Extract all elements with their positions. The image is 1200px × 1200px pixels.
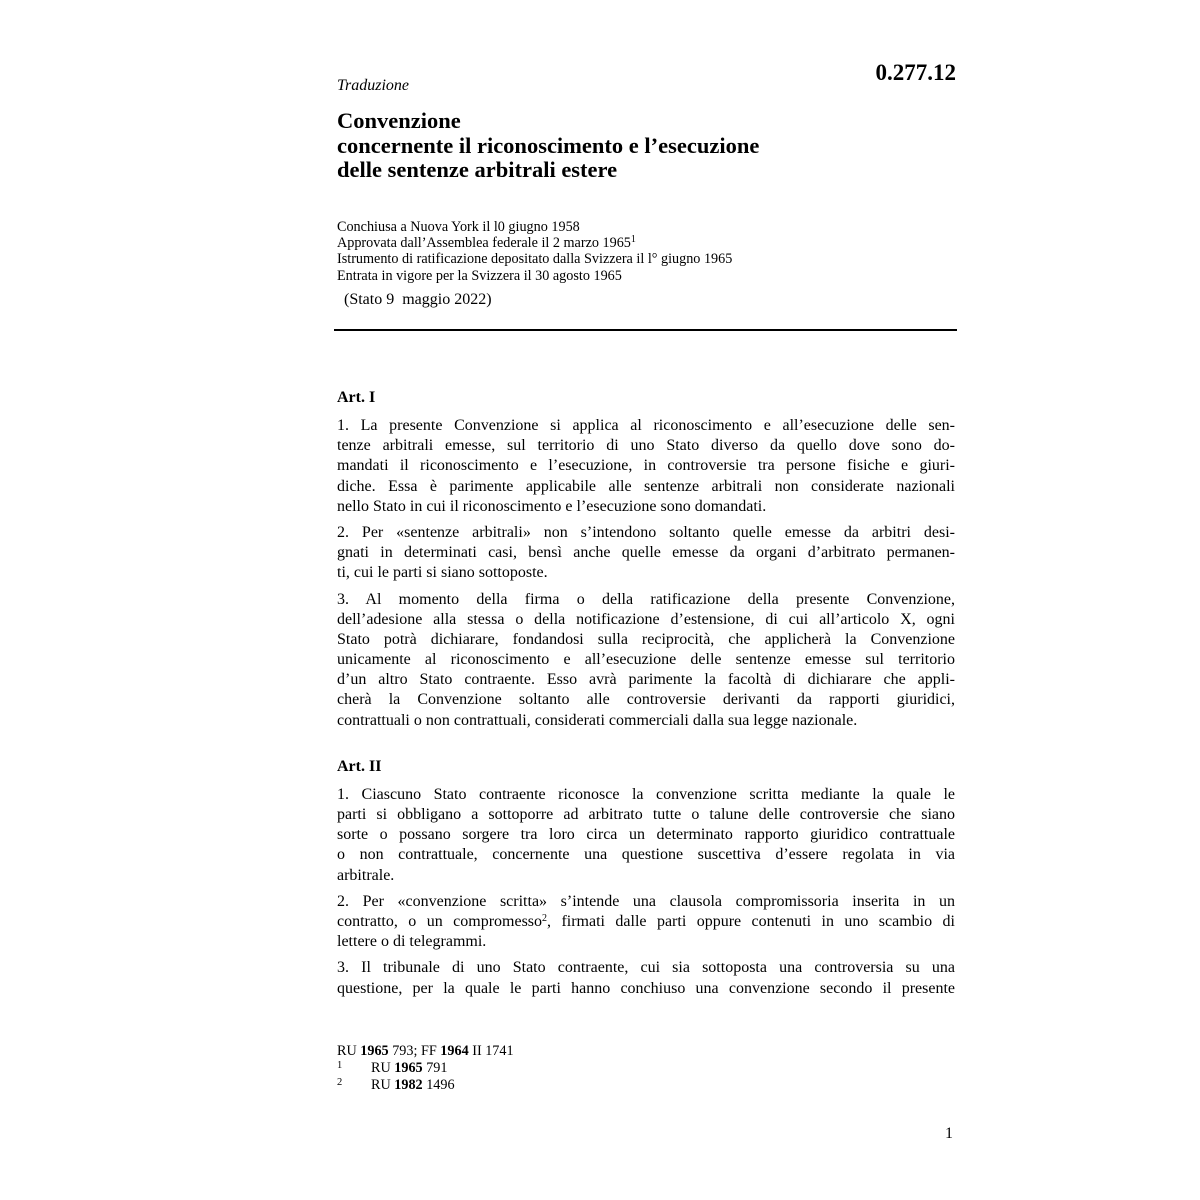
text-line <box>337 912 955 932</box>
approved-line <box>337 235 957 251</box>
text-segment: contratto, o un compromesso <box>337 912 543 930</box>
footnote-ref-1[interactable]: 1 <box>630 234 636 246</box>
text-line: sorte o possano sorgere tra loro circa un determinato rapporto giuridico contrattuale <box>337 826 955 844</box>
footnote-1 <box>337 1060 957 1077</box>
article-paragraph <box>337 892 955 953</box>
text-line: diche. Essa è parimente applicabile alle sentenze arbitrali non considerate nazionali <box>337 477 955 495</box>
text-line: 1. La presente Convenzione si applica al riconoscimento e all’esecuzione delle sen- <box>337 417 955 434</box>
footnote-2 <box>337 1077 957 1094</box>
article-paragraph <box>337 958 955 998</box>
title-line-2: concernente il riconoscimento e l’esecuzione <box>337 132 760 158</box>
document-body <box>337 388 955 1005</box>
translation-label: Traduzione <box>337 77 410 94</box>
document-number: 0.277.12 <box>875 60 956 85</box>
article-paragraph <box>337 416 955 517</box>
source-reference: RU 1965 793; FF 1964 II 1741 <box>337 1043 514 1059</box>
text-line: Stato potrà dichiarare, fondandosi sulla reciprocità, che applicherà la Convenzione <box>337 630 955 648</box>
text-line: unicamente al riconoscimento e all’esecuzione delle sentenze emesse sul territorio <box>337 651 955 669</box>
text-line: cherà la Convenzione soltanto alle controversie derivanti da rapporti giuridici, <box>337 691 955 709</box>
text-line: parti si obbligano a sottoporre ad arbitrato tutte o talune delle controversie che siano <box>337 806 955 823</box>
footnote-text[interactable]: RU 1982 1496 <box>371 1077 455 1093</box>
text-line: gnati in determinati casi, bensì anche quelle emesse da organi d’arbitrato permanen- <box>337 544 955 562</box>
article-heading: Art. II <box>337 757 382 775</box>
footnote-number: 1 <box>337 1060 343 1071</box>
text-line: 2. Per «convenzione scritta» s’intende una clausola compromissoria inserita in un <box>337 892 955 910</box>
article-paragraph <box>337 785 955 886</box>
text-line: o non contrattuale, concernente una questione suscettiva d’essere regolata in via <box>337 846 955 864</box>
footnotes <box>337 1043 957 1094</box>
text-line: ti, cui le parti si siano sottoposte. <box>337 564 548 582</box>
article-heading: Art. I <box>337 389 376 406</box>
text-line: 1. Ciascuno Stato contraente riconosce la convenzione scritta mediante la quale le <box>337 785 955 803</box>
footnote-text[interactable]: RU 1965 791 <box>371 1060 448 1076</box>
article-paragraph <box>337 523 955 584</box>
article-paragraph <box>337 590 955 731</box>
text-line: d’un altro Stato contraente. Esso avrà parimente la facoltà di dichiarare che appli- <box>337 671 955 689</box>
header-divider <box>334 329 957 331</box>
text-line: arbitrale. <box>337 866 395 884</box>
text-segment: , firmati dalle parti oppure contenuti in uno scambio di <box>547 912 955 930</box>
text-line: nello Stato in cui il riconoscimento e l’esecuzione sono domandati. <box>337 497 767 515</box>
entry-into-force-line: Entrata in vigore per la Svizzera il 30 agosto 1965 <box>337 267 622 284</box>
text-line: dell’adesione alla stessa o della notificazione d’estensione, di cui all’articolo X, ogni <box>337 610 955 628</box>
footnote-number: 2 <box>337 1077 343 1088</box>
text-line: 3. Il tribunale di uno Stato contraente, cui sia sottoposta una controversia su una <box>337 959 955 977</box>
text-line: mandati il riconoscimento e l’esecuzione, in controversie tra persone fisiche e giuri- <box>337 457 955 475</box>
text-line: 2. Per «sentenze arbitrali» non s’intendono soltanto quelle emesse da arbitri desi- <box>337 523 955 541</box>
text-line: tenze arbitrali emesse, sul territorio di uno Stato diverso da quello dove sono do- <box>337 437 955 455</box>
text-line: contrattuali o non contrattuali, considerati commerciali dalla sua legge nazionale. <box>337 711 858 729</box>
document-metadata <box>337 219 957 284</box>
title-line-3: delle sentenze arbitrali estere <box>337 157 618 182</box>
footnote-ref-2[interactable]: 2 <box>542 912 548 924</box>
approved-text: Approvata dall’Assemblea federale il 2 marzo 1965 <box>337 235 631 252</box>
text-line: lettere o di telegrammi. <box>337 933 487 951</box>
ratification-line: Istrumento di ratificazione depositato dalla Svizzera il l° giugno 1965 <box>337 251 733 268</box>
document-title <box>337 109 957 183</box>
page-number: 1 <box>945 1125 953 1142</box>
text-line: 3. Al momento della firma o della ratificazione della presente Convenzione, <box>337 590 955 608</box>
title-line-1: Convenzione <box>337 108 461 133</box>
concluded-line: Conchiusa a Nuova York il l0 giugno 1958 <box>337 219 580 235</box>
text-line: questione, per la quale le parti hanno conchiuso una convenzione secondo il presente <box>337 979 955 997</box>
status-date: (Stato 9 maggio 2022) <box>340 291 492 308</box>
